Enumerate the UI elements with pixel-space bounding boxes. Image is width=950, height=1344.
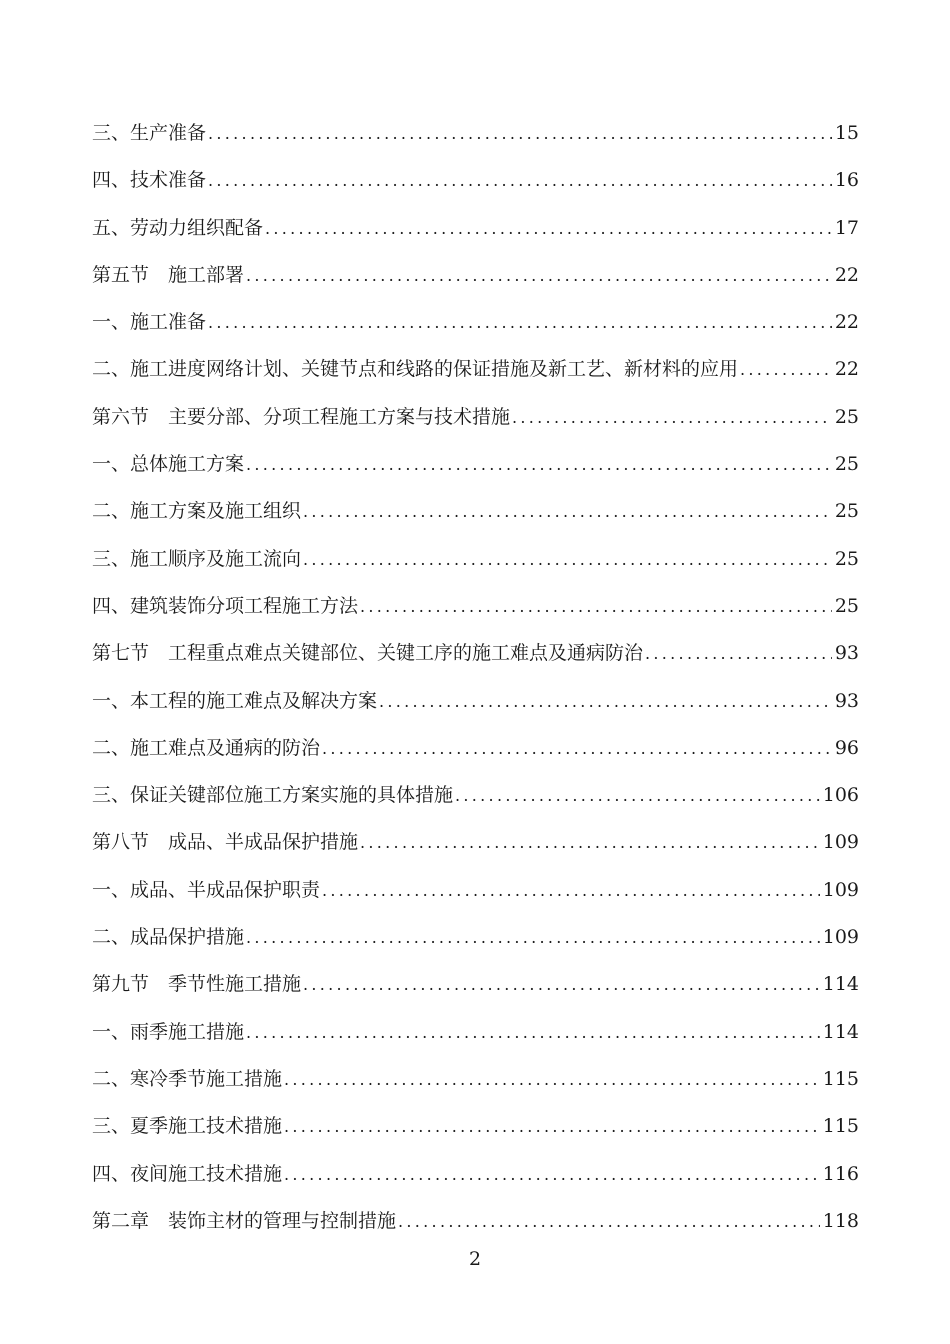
toc-entry-title: 三、夏季施工技术措施 — [92, 1115, 283, 1138]
toc-entry-title: 一、本工程的施工难点及解决方案 — [92, 689, 378, 712]
toc-dot-leader — [645, 630, 832, 677]
toc-entry-page: 116 — [822, 1162, 859, 1185]
toc-entry[interactable] — [92, 583, 859, 630]
table-of-contents — [92, 110, 859, 1245]
toc-entry[interactable] — [92, 157, 859, 204]
toc-entry-title: 五、劳动力组织配备 — [92, 216, 264, 239]
toc-entry[interactable] — [92, 1009, 859, 1056]
toc-entry[interactable] — [92, 819, 859, 866]
toc-entry[interactable] — [92, 678, 859, 725]
toc-dot-leader — [512, 394, 832, 441]
toc-entry-title: 第九节 季节性施工措施 — [92, 973, 302, 996]
toc-dot-leader — [208, 299, 832, 346]
toc-entry[interactable] — [92, 488, 859, 535]
toc-entry-title: 三、保证关键部位施工方案实施的具体措施 — [92, 784, 454, 807]
toc-entry-title: 三、生产准备 — [92, 122, 207, 144]
toc-entry-page: 22 — [834, 263, 859, 286]
toc-entry-page: 93 — [834, 642, 859, 665]
toc-entry-page: 109 — [822, 831, 859, 854]
toc-entry[interactable] — [92, 630, 859, 677]
toc-entry[interactable] — [92, 394, 859, 441]
toc-entry-title: 一、雨季施工措施 — [92, 1020, 245, 1043]
toc-entry-title: 一、成品、半成品保护职责 — [92, 878, 321, 901]
toc-entry-title: 第六节 主要分部、分项工程施工方案与技术措施 — [92, 405, 511, 428]
toc-entry-page: 93 — [834, 689, 859, 712]
toc-entry-title: 第二章 装饰主材的管理与控制措施 — [92, 1209, 397, 1232]
toc-dot-leader — [208, 110, 832, 157]
toc-dot-leader — [455, 772, 820, 819]
toc-entry-page: 25 — [834, 500, 859, 523]
toc-entry-title: 第五节 施工部署 — [92, 263, 245, 286]
toc-entry[interactable] — [92, 205, 859, 252]
toc-dot-leader — [322, 867, 820, 914]
toc-dot-leader — [360, 583, 832, 630]
toc-entry-title: 一、总体施工方案 — [92, 453, 245, 476]
toc-entry-title: 第八节 成品、半成品保护措施 — [92, 831, 359, 854]
toc-dot-leader — [246, 1009, 820, 1056]
toc-entry-page: 114 — [822, 973, 859, 996]
toc-entry-title: 第七节 工程重点难点关键部位、关键工序的施工难点及通病防治 — [92, 642, 644, 665]
toc-entry-title: 二、寒冷季节施工措施 — [92, 1067, 283, 1090]
toc-entry-page: 22 — [834, 358, 859, 381]
toc-entry-page: 118 — [822, 1209, 859, 1232]
toc-entry[interactable] — [92, 1151, 859, 1198]
toc-entry[interactable] — [92, 1198, 859, 1245]
toc-entry-page: 25 — [834, 594, 859, 617]
toc-dot-leader — [246, 252, 832, 299]
toc-dot-leader — [284, 1151, 820, 1198]
toc-entry[interactable] — [92, 110, 859, 157]
toc-dot-leader — [322, 725, 832, 772]
toc-dot-leader — [284, 1103, 820, 1150]
toc-dot-leader — [246, 441, 832, 488]
toc-dot-leader — [303, 961, 820, 1008]
toc-entry-title: 四、夜间施工技术措施 — [92, 1162, 283, 1185]
toc-dot-leader — [246, 914, 820, 961]
toc-entry-page: 96 — [834, 736, 859, 759]
page-number: 2 — [468, 1248, 482, 1270]
toc-entry-title: 四、建筑装饰分项工程施工方法 — [92, 594, 359, 617]
toc-entry-title: 二、施工进度网络计划、关键节点和线路的保证措施及新工艺、新材料的应用 — [92, 358, 739, 381]
toc-dot-leader — [360, 819, 820, 866]
toc-dot-leader — [265, 205, 832, 252]
toc-entry[interactable] — [92, 536, 859, 583]
toc-dot-leader — [208, 157, 832, 204]
toc-entry-page: 25 — [834, 547, 859, 570]
toc-entry-title: 二、施工难点及通病的防治 — [92, 736, 321, 759]
toc-entry[interactable] — [92, 914, 859, 961]
toc-entry-page: 17 — [834, 216, 859, 239]
toc-entry-page: 15 — [834, 122, 859, 144]
toc-entry-page: 115 — [822, 1067, 859, 1090]
toc-entry-title: 三、施工顺序及施工流向 — [92, 547, 302, 570]
toc-dot-leader — [379, 678, 832, 725]
toc-entry-page: 25 — [834, 453, 859, 476]
toc-dot-leader — [740, 346, 832, 393]
toc-entry-page: 115 — [822, 1115, 859, 1138]
toc-entry-title: 一、施工准备 — [92, 311, 207, 334]
toc-entry[interactable] — [92, 867, 859, 914]
toc-dot-leader — [398, 1198, 820, 1245]
toc-entry[interactable] — [92, 346, 859, 393]
toc-entry[interactable] — [92, 299, 859, 346]
toc-entry[interactable] — [92, 725, 859, 772]
toc-entry-title: 二、成品保护措施 — [92, 926, 245, 949]
toc-entry-page: 109 — [822, 878, 859, 901]
toc-entry-title: 四、技术准备 — [92, 169, 207, 192]
toc-entry-title: 二、施工方案及施工组织 — [92, 500, 302, 523]
toc-entry-page: 22 — [834, 311, 859, 334]
toc-entry[interactable] — [92, 252, 859, 299]
toc-entry-page: 16 — [834, 169, 859, 192]
toc-entry[interactable] — [92, 961, 859, 1008]
toc-dot-leader — [284, 1056, 820, 1103]
toc-entry-page: 114 — [822, 1020, 859, 1043]
toc-dot-leader — [303, 536, 832, 583]
toc-entry[interactable] — [92, 1103, 859, 1150]
toc-dot-leader — [303, 488, 832, 535]
toc-entry[interactable] — [92, 441, 859, 488]
toc-entry-page: 109 — [822, 926, 859, 949]
toc-entry[interactable] — [92, 1056, 859, 1103]
toc-entry[interactable] — [92, 772, 859, 819]
toc-entry-page: 106 — [822, 784, 859, 807]
toc-entry-page: 25 — [834, 405, 859, 428]
